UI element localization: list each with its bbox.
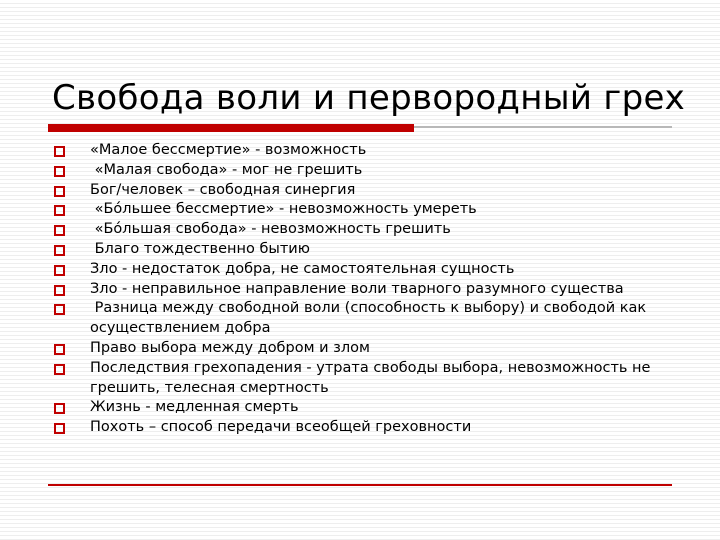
bullet-item	[52, 181, 682, 201]
bullet-item	[52, 260, 682, 280]
bullet-text: Благо тождественно бытию	[90, 240, 310, 257]
bullet-text: Зло - недостаток добра, не самостоятельная сущность	[90, 260, 515, 277]
bullet-item	[52, 141, 682, 161]
hollow-square-bullet-icon	[54, 205, 65, 216]
footer-rule	[48, 484, 672, 486]
bullet-text: Право выбора между добром и злом	[90, 339, 370, 356]
title-underline-rule	[414, 126, 672, 128]
hollow-square-bullet-icon	[54, 364, 65, 375]
hollow-square-bullet-icon	[54, 245, 65, 256]
bullet-text: «Малое бессмертие» - возможность	[90, 142, 367, 158]
bullet-item	[52, 398, 682, 418]
bullet-item	[52, 220, 682, 240]
hollow-square-bullet-icon	[54, 403, 65, 414]
bullet-text: Жизнь - медленная смерть	[90, 399, 299, 416]
title-underline-accent	[48, 124, 414, 132]
bullet-list	[52, 141, 682, 438]
bullet-text: «Бóльшая свобода» - невозможность грешить	[90, 221, 451, 238]
hollow-square-bullet-icon	[54, 344, 65, 355]
bullet-item	[52, 418, 682, 438]
bullet-item	[52, 200, 682, 220]
hollow-square-bullet-icon	[54, 265, 65, 276]
hollow-square-bullet-icon	[54, 423, 65, 434]
hollow-square-bullet-icon	[54, 285, 65, 296]
hollow-square-bullet-icon	[54, 304, 65, 315]
bullet-item	[52, 359, 682, 399]
bullet-text: «Бóльшее бессмертие» - невозможность умереть	[90, 201, 477, 218]
hollow-square-bullet-icon	[54, 225, 65, 236]
bullet-text: Бог/человек – свободная синергия	[90, 181, 356, 198]
bullet-text: Разница между свободной воли (способность к выбору) и свободой как осуществлением добра	[90, 300, 651, 337]
hollow-square-bullet-icon	[54, 186, 65, 197]
bullet-item	[52, 280, 682, 300]
bullet-item	[52, 299, 682, 339]
hollow-square-bullet-icon	[54, 146, 65, 157]
slide-title: Свобода воли и первородный грех	[52, 78, 686, 118]
bullet-item	[52, 161, 682, 181]
bullet-text: «Малая свобода» - мог не грешить	[90, 161, 363, 178]
bullet-item	[52, 339, 682, 359]
bullet-text: Похоть – способ передачи всеобщей греховности	[90, 419, 472, 436]
hollow-square-bullet-icon	[54, 166, 65, 177]
bullet-text: Последствия грехопадения - утрата свободы выбора, невозможность не грешить, телесная смертность	[90, 359, 656, 396]
bullet-item	[52, 240, 682, 260]
bullet-text: Зло - неправильное направление воли тварного разумного существа	[90, 280, 624, 297]
